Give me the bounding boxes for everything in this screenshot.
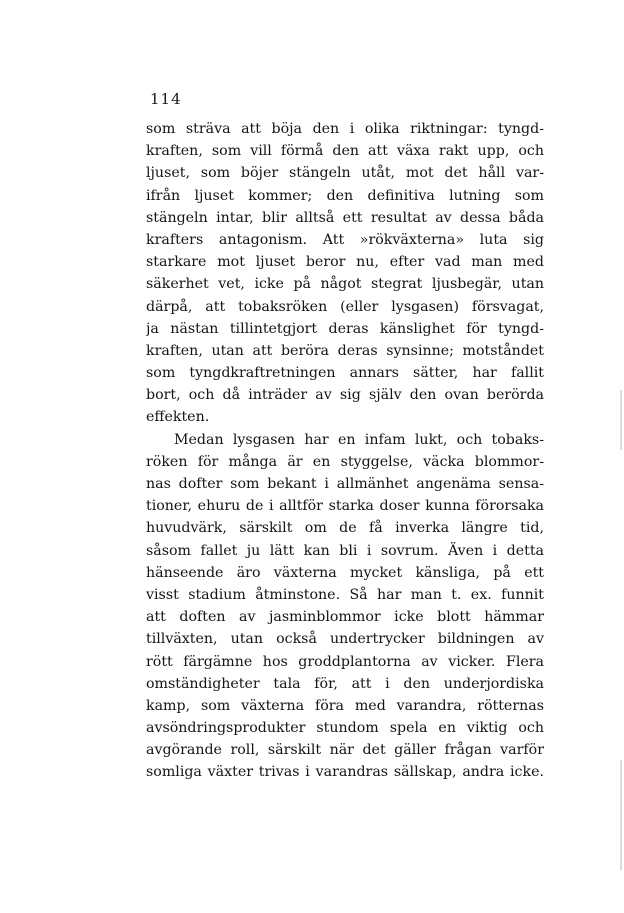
body-text <box>146 118 544 784</box>
text-line: kraften, som vill förmå den att växa rakt upp, och <box>146 143 544 160</box>
text-line: som tyngdkraftretningen annars sätter, har fallit <box>146 365 544 382</box>
text-line: kraften, utan att beröra deras synsinne; motståndet <box>146 342 544 359</box>
text-line: Medan lysgasen har en infam lukt, och tobaks- <box>174 431 544 448</box>
text-line: ljuset, som böjer stängeln utåt, mot det håll var- <box>146 165 544 182</box>
text-line: avgörande roll, särskilt när det gäller frågan varför <box>146 742 544 759</box>
scan-edge-mark <box>620 390 622 450</box>
text-line: därpå, att tobaksröken (eller lysgasen) försvagat, <box>146 298 544 315</box>
text-line: tillväxten, utan också undertrycker bildningen av <box>146 631 544 648</box>
text-line: kamp, som växterna föra med varandra, rötternas <box>146 697 544 714</box>
text-line: omständigheter tala för, att i den underjordiska <box>146 675 544 692</box>
text-line: hänseende äro växterna mycket känsliga, på ett <box>146 564 544 581</box>
text-line: rött färgämne hos groddplantorna av vicker. Flera <box>146 653 544 670</box>
text-line: krafters antagonism. Att »rökväxterna» luta sig <box>146 231 544 248</box>
text-line: somliga växter trivas i varandras sällskap, andra icke. <box>146 764 544 781</box>
text-line: att doften av jasminblommor icke blott hämmar <box>146 609 544 626</box>
text-line: visst stadium åtminstone. Så har man t. ex. funnit <box>146 586 544 603</box>
text-line: nas dofter som bekant i allmänhet angenäma sensa- <box>146 476 544 492</box>
text-line: såsom fallet ju lätt kan bli i sovrum. Även i detta <box>146 542 544 559</box>
text-line: ifrån ljuset kommer; den definitiva lutning som <box>146 187 544 204</box>
scan-edge-mark <box>620 760 622 870</box>
text-line: huvudvärk, särskilt om de få inverka längre tid, <box>146 520 544 537</box>
text-line: ja nästan tillintetgjort deras känslighet för tyngd- <box>146 320 544 337</box>
text-line: röken för många är en styggelse, väcka blommor- <box>146 453 544 470</box>
text-line: tioner, ehuru de i alltför starka doser kunna förorsaka <box>146 498 544 515</box>
text-line: avsöndringsprodukter stundom spela en viktig och <box>146 720 544 737</box>
text-line: starkare mot ljuset beror nu, efter vad man med <box>146 254 544 271</box>
text-line: bort, och då inträder av sig själv den ovan berörda <box>146 387 544 404</box>
text-line: som sträva att böja den i olika riktningar: tyngd- <box>146 121 544 137</box>
text-line: stängeln intar, blir alltså ett resultat av dessa båda <box>146 209 544 226</box>
text-line: säkerhet vet, icke på något stegrat ljusbegär, utan <box>146 276 544 293</box>
page-number: 114 <box>150 90 182 108</box>
text-line: effekten. <box>146 409 210 426</box>
